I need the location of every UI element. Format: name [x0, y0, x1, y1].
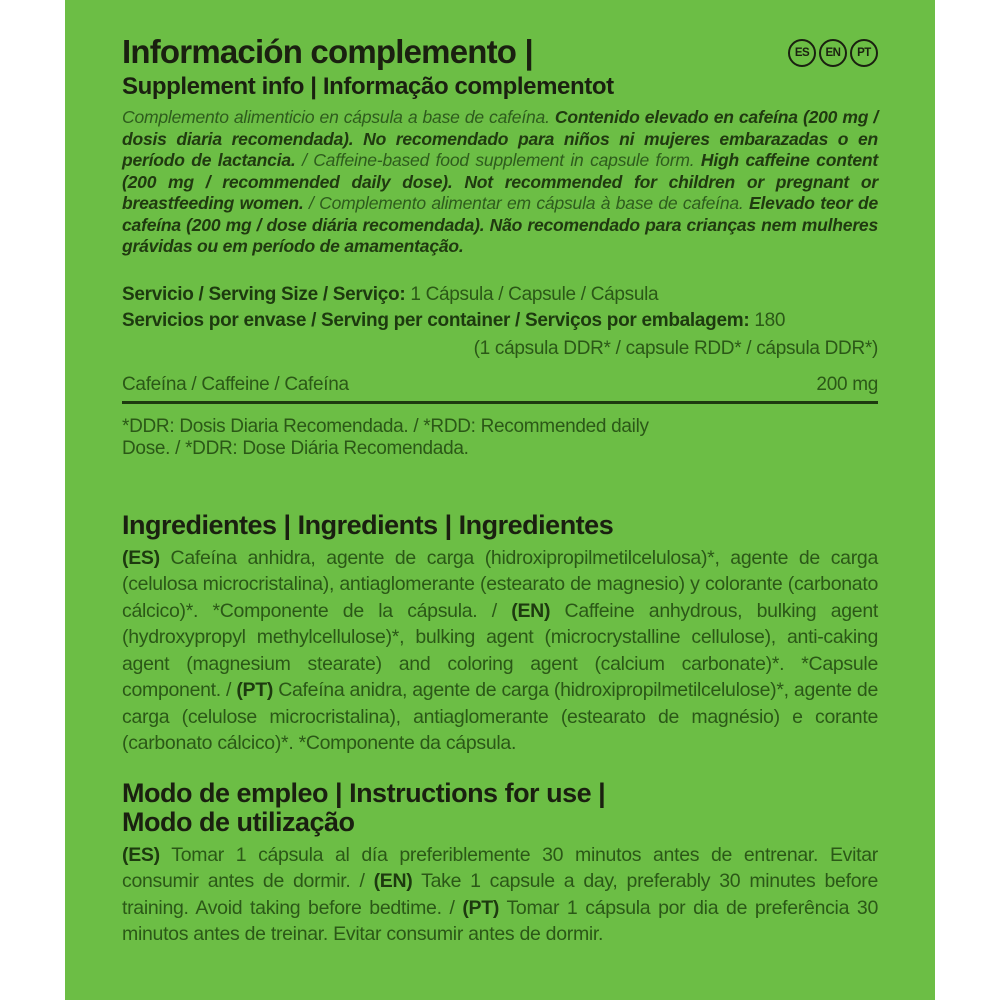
- supplement-label-panel: [65, 0, 935, 1000]
- language-badge-en: EN: [819, 39, 847, 67]
- language-badge-pt: PT: [850, 39, 878, 67]
- rdd-footnote: [122, 416, 878, 461]
- usage-heading: [122, 779, 878, 837]
- serving-size-line: Servicio / Serving Size / Serviço: 1 Cápsula / Capsule / Cápsula: [122, 283, 659, 305]
- language-badge-es: ES: [788, 39, 816, 67]
- usage-heading-line2: Modo de utilização: [122, 806, 355, 837]
- nutrient-divider-rule: [122, 401, 878, 404]
- rdd-footnote-line2: Dose. / *DDR: Dose Diária Recomendada.: [122, 438, 469, 459]
- ingredients-section: [122, 511, 878, 757]
- page-title: Información complemento |: [122, 33, 533, 70]
- intro-paragraph: Complemento alimenticio en cápsula a base de cafeína. Contenido elevado en cafeína (200 mg / dosis diaria recomendada). No recomendado para niños ni mujeres embarazadas o en período de lactancia. / Caffeine-based food supplement in capsule form. High caffeine content (200 mg / recommended daily dose). Not recommended for children or pregnant or breastfeeding women. / Complemento alimentar em cápsula à base de cafeína. Elevado teor de cafeína (200 mg / dose diária recomendada). Não recomendado para crianças nem mulheres grávidas ou em período de amamentação.: [122, 107, 879, 256]
- usage-section: [122, 779, 878, 948]
- nutrient-row: [122, 374, 878, 401]
- nutrient-amount: 200 mg: [816, 373, 878, 395]
- serving-note-line: (1 cápsula DDR* / capsule RDD* / cápsula DDR*): [473, 337, 878, 359]
- usage-heading-line1: Modo de empleo | Instructions for use |: [122, 777, 606, 808]
- ingredients-paragraph: (ES) Cafeína anhidra, agente de carga (hidroxipropilmetilcelulosa)*, agente de carga (celulosa microcristalina), antiaglomerante (estearato de magnesio) y colorante (carbonato cálcico)*. *Componente de la cápsula. / (EN) Caffeine anhydrous, bulking agent (hydroxypropyl methylcellulose)*, bulking agent (microcrystalline cellulose), anti-caking agent (magnesium stearate) and coloring agent (calcium carbonate)*. *Capsule component. / (PT) Cafeína anidra, agente de carga (hidroxipropilmetilcelulose)*, agente de carga (celulose microcristalina), antiaglomerante (estearato de magnésio) e corante (carbonato cálcico)*. *Componente da cápsula.: [122, 546, 878, 754]
- ingredients-heading: Ingredientes | Ingredients | Ingredientes: [122, 509, 614, 540]
- rdd-footnote-line1: *DDR: Dosis Diaria Recomendada. / *RDD: Recommended daily: [122, 415, 649, 437]
- header: [122, 34, 878, 70]
- serving-info: [122, 282, 878, 334]
- page-subtitle: Supplement info | Informação complementot: [122, 73, 614, 100]
- nutrient-name: Cafeína / Caffeine / Cafeína: [122, 373, 349, 395]
- servings-per-container-line: Servicios por envase / Serving per container / Serviços por embalagem: 180: [122, 309, 786, 331]
- usage-paragraph: (ES) Tomar 1 cápsula al día preferiblemente 30 minutos antes de entrenar. Evitar consumir antes de dormir. / (EN) Take 1 capsule a day, preferably 30 minutes before training. Avoid taking before bedtime. / (PT) Tomar 1 cápsula por dia de preferência 30 minutos antes de treinar. Evitar consumir antes de dormir.: [122, 843, 878, 945]
- language-badges: [788, 39, 878, 67]
